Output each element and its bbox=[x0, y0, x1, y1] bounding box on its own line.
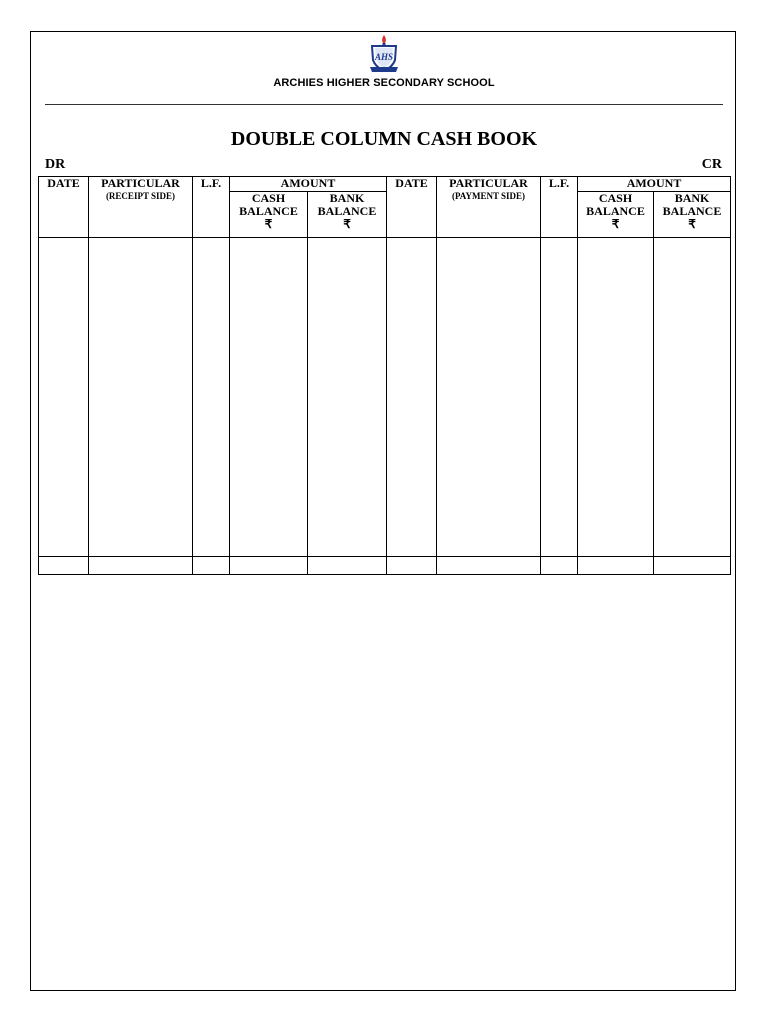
payment-cash-total-cell[interactable] bbox=[578, 557, 654, 575]
receipt-date-cell[interactable] bbox=[39, 238, 89, 557]
receipt-bank-balance-header: BANK BALANCE ₹ bbox=[308, 192, 387, 238]
rupee-symbol: ₹ bbox=[343, 217, 351, 231]
document-title: DOUBLE COLUMN CASH BOOK bbox=[230, 128, 538, 150]
receipt-side-label: (RECEIPT SIDE) bbox=[105, 191, 176, 201]
rupee-symbol: ₹ bbox=[611, 217, 620, 231]
school-name: ARCHIES HIGHER SECONDARY SCHOOL bbox=[273, 77, 495, 89]
payment-lf-header: L.F. bbox=[541, 177, 578, 238]
receipt-cash-cell[interactable] bbox=[230, 238, 308, 557]
receipt-date-header: DATE bbox=[39, 177, 89, 238]
payment-particular-total-cell[interactable] bbox=[437, 557, 541, 575]
rupee-symbol: ₹ bbox=[264, 217, 273, 231]
totals-row bbox=[39, 557, 731, 575]
school-crest-icon bbox=[368, 34, 400, 76]
payment-bank-balance-header: BANK BALANCE ₹ bbox=[654, 192, 731, 238]
payment-particular-cell[interactable] bbox=[437, 238, 541, 557]
receipt-bank-cell[interactable] bbox=[308, 238, 387, 557]
header-divider bbox=[45, 104, 723, 105]
receipt-lf-header: L.F. bbox=[193, 177, 230, 238]
payment-lf-cell[interactable] bbox=[541, 238, 578, 557]
receipt-lf-total-cell[interactable] bbox=[193, 557, 230, 575]
payment-bank-cell[interactable] bbox=[654, 238, 731, 557]
header-row bbox=[39, 177, 731, 192]
receipt-particular-label: PARTICULAR bbox=[101, 176, 180, 190]
payment-lf-total-cell[interactable] bbox=[541, 557, 578, 575]
payment-cash-balance-header: CASH BALANCE ₹ bbox=[578, 192, 654, 238]
debit-label: DR bbox=[45, 157, 66, 172]
receipt-amount-header: AMOUNT bbox=[230, 177, 387, 192]
receipt-bank-total-cell[interactable] bbox=[308, 557, 387, 575]
receipt-cash-balance-header: CASH BALANCE ₹ bbox=[230, 192, 308, 238]
payment-particular-header bbox=[437, 177, 541, 238]
cash-book-table bbox=[38, 176, 731, 575]
payment-cash-cell[interactable] bbox=[578, 238, 654, 557]
payment-bank-total-cell[interactable] bbox=[654, 557, 731, 575]
payment-date-header: DATE bbox=[387, 177, 437, 238]
payment-date-cell[interactable] bbox=[387, 238, 437, 557]
payment-amount-header: AMOUNT bbox=[578, 177, 731, 192]
receipt-particular-header bbox=[89, 177, 193, 238]
credit-label: CR bbox=[701, 157, 722, 172]
payment-date-total-cell[interactable] bbox=[387, 557, 437, 575]
receipt-cash-total-cell[interactable] bbox=[230, 557, 308, 575]
receipt-particular-total-cell[interactable] bbox=[89, 557, 193, 575]
receipt-date-total-cell[interactable] bbox=[39, 557, 89, 575]
rupee-symbol: ₹ bbox=[688, 217, 696, 231]
payment-particular-label: PARTICULAR bbox=[449, 176, 528, 190]
receipt-lf-cell[interactable] bbox=[193, 238, 230, 557]
receipt-particular-cell[interactable] bbox=[89, 238, 193, 557]
payment-side-label: (PAYMENT SIDE) bbox=[451, 191, 526, 201]
entries-row bbox=[39, 238, 731, 557]
svg-text:AHS: AHS bbox=[374, 52, 394, 62]
